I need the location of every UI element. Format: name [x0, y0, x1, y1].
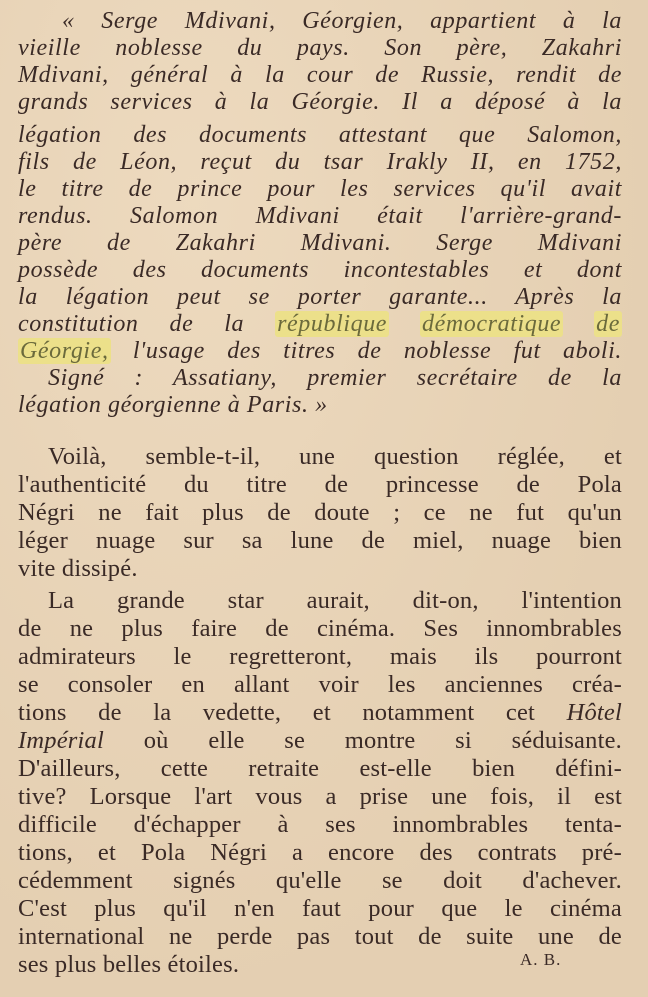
paragraph-text: où elle se montre si séduisante.	[103, 727, 622, 754]
highlighted-text[interactable]: démocratique	[422, 311, 562, 337]
paragraph-line: se consoler en allant voir les anciennes créa-	[18, 671, 622, 698]
paragraph-line: difficile d'échapper à ses innombrables tenta-	[18, 811, 622, 838]
quote-line: fils de Léon, reçut du tsar Irakly II, en 1752,	[18, 149, 622, 175]
quote-line: rendus. Salomon Mdivani était l'arrière-grand-	[18, 203, 622, 229]
quote-line: « Serge Mdivani, Géorgien, appartient à la	[62, 8, 622, 34]
paragraph-line: La grande star aurait, dit-on, l'intention	[48, 587, 622, 614]
paragraph-line: Négri ne fait plus de doute ; ce ne fut qu'un	[18, 499, 622, 526]
quote-line: la légation peut se porter garante... Après la	[18, 284, 622, 310]
quote-line: légation des documents attestant que Salomon,	[18, 122, 622, 148]
highlighted-text[interactable]: Géorgie,	[20, 338, 109, 364]
film-title: Hôtel	[566, 699, 622, 726]
paragraph-line: de ne plus faire de cinéma. Ses innombrables	[18, 615, 622, 642]
quote-line: légation géorgienne à Paris. »	[18, 392, 328, 418]
paragraph-line: D'ailleurs, cette retraite est-elle bien défini-	[18, 755, 622, 782]
quote-line: père de Zakahri Mdivani. Serge Mdivani	[18, 230, 622, 256]
paragraph-line: cédemment signés qu'elle se doit d'achever.	[18, 867, 622, 894]
paragraph-line	[18, 727, 622, 754]
paragraph-line: tive? Lorsque l'art vous a prise une fois, il est	[18, 783, 622, 810]
paragraph-line: ses plus belles étoiles.	[18, 951, 240, 978]
paragraph-line: tions, et Pola Négri a encore des contrats pré-	[18, 839, 622, 866]
highlighted-text[interactable]: république	[277, 311, 388, 337]
quote-text: constitution de la	[18, 311, 276, 337]
paragraph-line: international ne perde pas tout de suite une de	[18, 923, 622, 950]
film-title: Impérial	[18, 727, 104, 754]
paragraph-line: admirateurs le regretteront, mais ils pourront	[18, 643, 622, 670]
quote-line: grands services à la Géorgie. Il a déposé à la	[18, 89, 622, 115]
quote-line: possède des documents incontestables et dont	[18, 257, 622, 283]
paragraph-line: C'est plus qu'il n'en faut pour que le cinéma	[18, 895, 622, 922]
quote-line: le titre de prince pour les services qu'il avait	[18, 176, 622, 202]
quote-line: Mdivani, général à la cour de Russie, rendit de	[18, 62, 622, 88]
quote-text: l'usage des titres de noblesse fut aboli.	[110, 338, 622, 364]
paragraph-line: Voilà, semble-t-il, une question réglée, et	[48, 443, 622, 470]
paragraph-line: léger nuage sur sa lune de miel, nuage bien	[18, 527, 622, 554]
quote-line: vieille noblesse du pays. Son père, Zakahri	[18, 35, 622, 61]
paragraph-line: l'authenticité du titre de princesse de Pola	[18, 471, 622, 498]
paragraph-text: tions de la vedette, et notamment cet	[18, 699, 567, 726]
paragraph-line	[18, 699, 622, 726]
author-signature: A. B.	[520, 950, 562, 969]
highlighted-text[interactable]: de	[596, 311, 620, 337]
quote-line	[18, 338, 622, 365]
quote-line	[18, 311, 622, 338]
quote-line: Signé : Assatiany, premier secrétaire de la	[48, 365, 622, 391]
paragraph-line: vite dissipé.	[18, 555, 138, 582]
